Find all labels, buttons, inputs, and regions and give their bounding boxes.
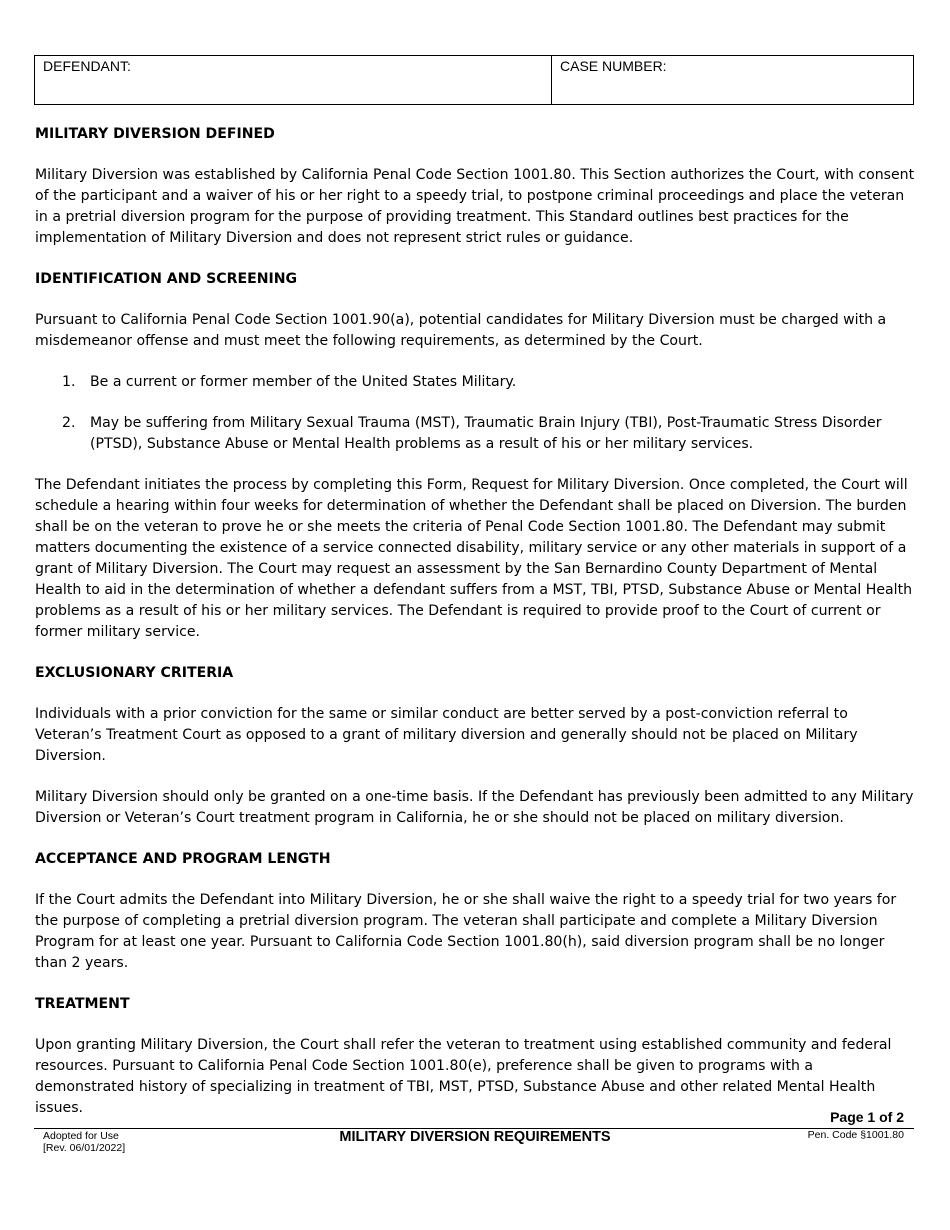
- caption-table: [34, 55, 914, 105]
- paragraph-identification-intro: Pursuant to California Penal Code Section 1001.90(a), potential candidates for Military Diversion must be charged with a misdemeanor offense and must meet the following requirements, as determined by the Court.: [35, 312, 887, 349]
- section-heading-treatment: TREATMENT: [35, 996, 130, 1012]
- revision-date: [Rev. 06/01/2022]: [43, 1142, 126, 1154]
- section-heading-acceptance: ACCEPTANCE AND PROGRAM LENGTH: [35, 851, 331, 867]
- section-heading-identification: IDENTIFICATION AND SCREENING: [35, 271, 298, 287]
- paragraph-exclusionary-1: Individuals with a prior conviction for the same or similar conduct are better served by a post-conviction referral to Veteran’s Treatment Court as opposed to a grant of military diversion and generally should not be placed on Military Diversion.: [35, 706, 858, 764]
- form-title: MILITARY DIVERSION REQUIREMENTS: [339, 1129, 611, 1145]
- page-number: Page 1 of 2: [830, 1109, 904, 1125]
- penal-code-reference: Pen. Code §1001.80: [807, 1129, 904, 1141]
- section-heading-defined: MILITARY DIVERSION DEFINED: [35, 126, 275, 142]
- list-item-number: 1.: [62, 374, 76, 390]
- paragraph-acceptance: If the Court admits the Defendant into Military Diversion, he or she shall waive the right to a speedy trial for two years for the purpose of completing a pretrial diversion program. The veteran shall participate and complete a Military Diversion Program for at least one year. Pursuant to California Code Section 1001.80(h), said diversion program shall be no longer than 2 years.: [35, 892, 897, 971]
- list-item-text: May be suffering from Military Sexual Trauma (MST), Traumatic Brain Injury (TBI), Post-Traumatic Stress Disorder (PTSD), Substance Abuse or Mental Health problems as a result of his or her military services.: [90, 415, 882, 452]
- case-number-field[interactable]: [552, 56, 913, 104]
- paragraph-identification-process: The Defendant initiates the process by completing this Form, Request for Military Diversion. Once completed, the Court will schedule a hearing within four weeks for determination of whether the Defendant shall be placed on Diversion. The burden shall be on the veteran to prove he or she meets the criteria of Penal Code Section 1001.80. The Defendant may submit matters documenting the existence of a service connected disability, military service or any other materials in support of a grant of Military Diversion. The Court may request an assessment by the San Bernardino County Department of Mental Health to aid in the determination of whether a defendant suffers from a MST, TBI, PTSD, Substance Abuse or Mental Health problems as a result of his or her military services. The Defendant is required to provide proof to the Court of current or former military service.: [35, 477, 913, 640]
- paragraph-defined: Military Diversion was established by California Penal Code Section 1001.80. This Section authorizes the Court, with consent of the participant and a waiver of his or her right to a speedy trial, to postpone criminal proceedings and place the veteran in a pretrial diversion program for the purpose of providing treatment. This Standard outlines best practices for the implementation of Military Diversion and does not represent strict rules or guidance.: [35, 167, 915, 246]
- section-heading-exclusionary: EXCLUSIONARY CRITERIA: [35, 665, 234, 681]
- document-body: [35, 124, 915, 1139]
- paragraph-treatment: Upon granting Military Diversion, the Court shall refer the veteran to treatment using established community and federal resources. Pursuant to California Penal Code Section 1001.80(e), preference shall be given to programs with a demonstrated history of specializing in treatment of TBI, MST, PTSD, Substance Abuse and other related Mental Health issues.: [35, 1037, 892, 1116]
- list-item: [35, 413, 915, 455]
- defendant-field[interactable]: [35, 56, 552, 104]
- requirements-list: [35, 372, 915, 455]
- list-item: [35, 372, 915, 393]
- adopted-text: Adopted for Use: [43, 1130, 119, 1142]
- paragraph-exclusionary-2: Military Diversion should only be granted on a one-time basis. If the Defendant has previously been admitted to any Military Diversion or Veteran’s Court treatment program in California, he or she should not be placed on military diversion.: [35, 789, 914, 826]
- list-item-text: Be a current or former member of the United States Military.: [90, 374, 517, 390]
- list-item-number: 2.: [62, 415, 76, 431]
- defendant-label: DEFENDANT:: [43, 58, 131, 74]
- case-number-label: CASE NUMBER:: [560, 58, 667, 74]
